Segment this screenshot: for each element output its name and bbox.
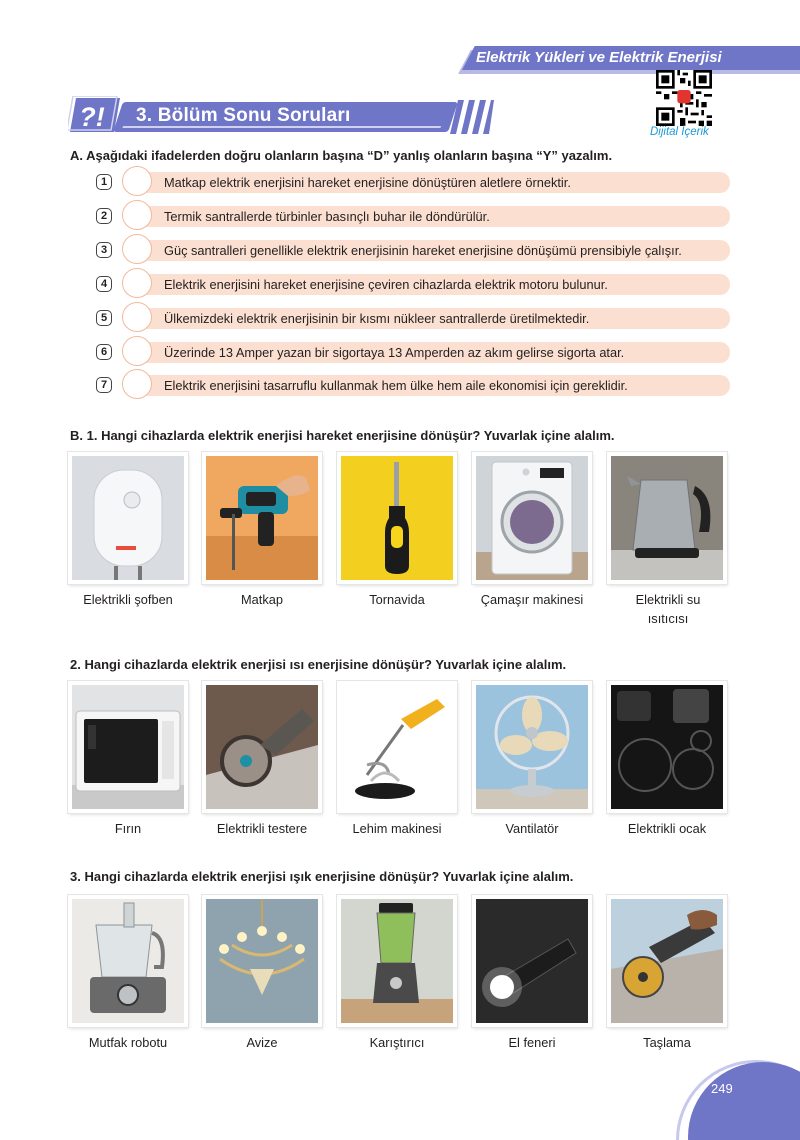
device-card[interactable] <box>472 452 592 584</box>
answer-circle[interactable] <box>122 302 152 332</box>
answer-circle[interactable] <box>122 166 152 196</box>
device-card[interactable] <box>472 895 592 1027</box>
answer-circle[interactable] <box>122 234 152 264</box>
statement-number: 7 <box>96 377 112 393</box>
answer-circle[interactable] <box>122 369 152 399</box>
statement-row <box>96 239 730 261</box>
device-card[interactable] <box>607 681 727 813</box>
oven-icon <box>72 685 184 809</box>
answer-circle[interactable] <box>122 200 152 230</box>
device-card[interactable] <box>68 681 188 813</box>
device-card[interactable] <box>472 681 592 813</box>
unit-ribbon <box>450 46 800 74</box>
grinder-icon <box>611 899 723 1023</box>
statement-text: Elektrik enerjisini hareket enerjisine çeviren cihazlarda elektrik motoru bulunur. <box>164 277 608 292</box>
statement-text: Güç santralleri genellikle elektrik enerjisinin hareket enerjisine dönüşümü prensibiyle çalışır. <box>164 243 682 258</box>
device-caption: Lehim makinesi <box>352 821 442 836</box>
device-caption: Vantilatör <box>505 821 559 836</box>
statement-number: 1 <box>96 174 112 190</box>
device-caption: Elektrikli şofben <box>83 592 173 607</box>
fan-icon <box>476 685 588 809</box>
device-caption: Elektrikli testere <box>216 821 308 836</box>
device-caption: Elektrikli su ısıtıcısı <box>635 592 701 626</box>
statement-row <box>96 273 730 295</box>
statement-number: 3 <box>96 242 112 258</box>
device-caption: Matkap <box>241 592 283 607</box>
statement-text: Matkap elektrik enerjisini hareket enerjisine dönüştüren aletlere örnektir. <box>164 175 571 190</box>
device-card[interactable] <box>337 681 457 813</box>
device-caption: El feneri <box>508 1035 556 1050</box>
statement-text: Üzerinde 13 Amper yazan bir sigortaya 13 Amperden az akım gelirse sigorta atar. <box>164 345 625 360</box>
statement-row <box>96 374 730 396</box>
device-card[interactable] <box>68 452 188 584</box>
device-caption: Tornavida <box>369 592 425 607</box>
device-card[interactable] <box>202 895 322 1027</box>
slash-decoration <box>450 100 494 134</box>
statement-text: Ülkemizdeki elektrik enerjisinin bir kısmı nükleer santrallerde üretilmektedir. <box>164 311 590 326</box>
section-title: 3. Bölüm Sonu Soruları <box>136 105 351 126</box>
statement-number: 4 <box>96 276 112 292</box>
food-processor-icon <box>72 899 184 1023</box>
qr-code-icon[interactable] <box>656 70 712 126</box>
device-caption: Mutfak robotu <box>88 1035 168 1050</box>
device-card[interactable] <box>202 452 322 584</box>
statement-row <box>96 307 730 329</box>
device-caption: Avize <box>246 1035 278 1050</box>
chandelier-icon <box>206 899 318 1023</box>
washing-machine-icon <box>476 456 588 580</box>
device-caption: Çamaşır makinesi <box>480 592 584 607</box>
page-number: 249 <box>711 1081 733 1096</box>
statement-row <box>96 171 730 193</box>
statement-row <box>96 205 730 227</box>
question-b2: 2. Hangi cihazlarda elektrik enerjisi ısı enerjisine dönüşür? Yuvarlak içine alalım. <box>70 657 567 672</box>
device-card[interactable] <box>337 895 457 1027</box>
digital-content-label[interactable]: Dijital İçerik <box>650 126 709 138</box>
part-a-instruction: A. Aşağıdaki ifadelerden doğru olanların başına “D” yanlış olanların başına “Y” yazalım. <box>70 148 613 163</box>
statement-text: Elektrik enerjisini tasarruflu kullanmak hem ülke hem aile ekonomisi için gereklidir. <box>164 378 628 393</box>
device-card[interactable] <box>202 681 322 813</box>
blender-icon <box>341 899 453 1023</box>
section-title-bar <box>118 102 453 132</box>
device-caption: Elektrikli ocak <box>627 821 707 836</box>
statement-row <box>96 341 730 363</box>
device-card[interactable] <box>68 895 188 1027</box>
unit-title: Elektrik Yükleri ve Elektrik Enerjisi <box>476 49 722 66</box>
answer-circle[interactable] <box>122 336 152 366</box>
flashlight-icon <box>476 899 588 1023</box>
device-card[interactable] <box>337 452 457 584</box>
statement-number: 5 <box>96 310 112 326</box>
cooktop-icon <box>611 685 723 809</box>
soldering-iron-icon <box>341 685 453 809</box>
statement-number: 2 <box>96 208 112 224</box>
section-icon-text: ?! <box>79 102 105 132</box>
device-card[interactable] <box>607 452 727 584</box>
device-caption: Fırın <box>114 821 142 836</box>
kettle-icon <box>611 456 723 580</box>
page-number-badge <box>688 1062 800 1140</box>
statement-number: 6 <box>96 344 112 360</box>
question-b3: 3. Hangi cihazlarda elektrik enerjisi ışık enerjisine dönüşür? Yuvarlak içine alalım. <box>70 869 574 884</box>
device-card[interactable] <box>607 895 727 1027</box>
water-heater-icon <box>72 456 184 580</box>
screwdriver-icon <box>341 456 453 580</box>
saw-icon <box>206 685 318 809</box>
device-caption: Taşlama <box>643 1035 691 1050</box>
question-b1: B. 1. Hangi cihazlarda elektrik enerjisi hareket enerjisine dönüşür? Yuvarlak içine alalım. <box>70 428 615 443</box>
statement-text: Termik santrallerde türbinler basınçlı buhar ile döndürülür. <box>164 209 490 224</box>
device-caption: Karıştırıcı <box>369 1035 425 1050</box>
drill-icon <box>206 456 318 580</box>
answer-circle[interactable] <box>122 268 152 298</box>
